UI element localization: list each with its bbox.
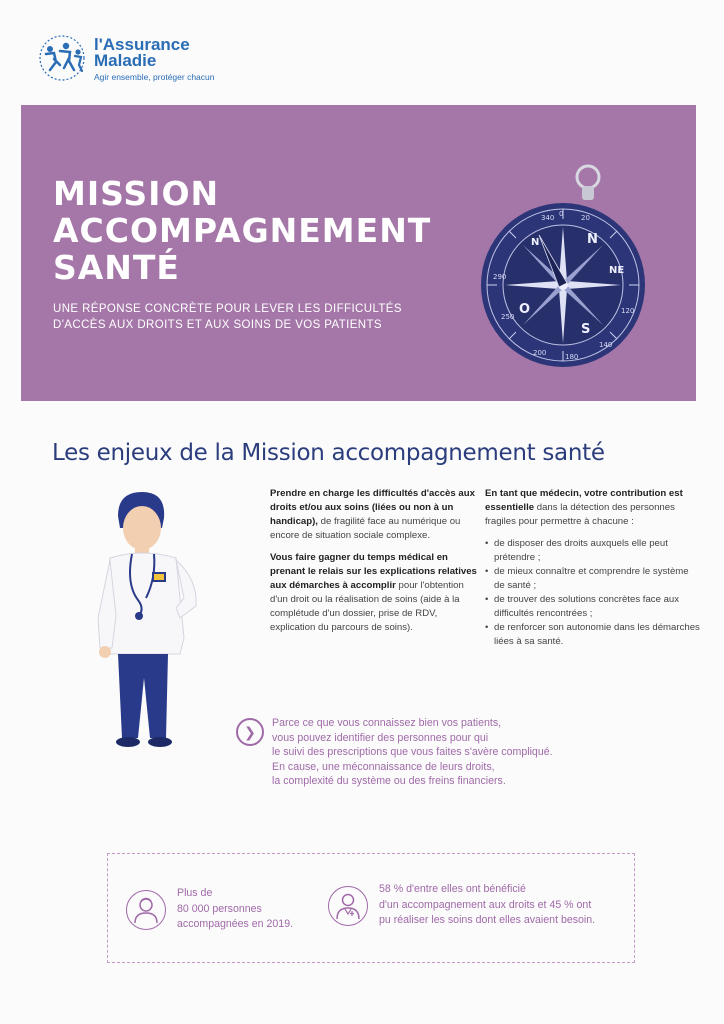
column-right <box>485 487 700 649</box>
stats-box <box>107 853 635 963</box>
paragraph-text: dans la détection des personnes fragiles pour permettre à chacune : <box>485 502 675 527</box>
assurance-maladie-logo <box>36 32 236 92</box>
hero-title-line: SANTÉ <box>53 248 180 287</box>
stat-line: accompagnées en 2019. <box>177 918 294 930</box>
list-item: • de mieux connaître et comprendre le système de santé ; <box>485 565 700 593</box>
chevron-right-icon: ❯ <box>236 718 264 746</box>
logo-line-2: Maladie <box>94 51 157 70</box>
bullet-list <box>485 537 700 649</box>
paragraph-bold: Vous faire gagner du temps médical en prenant le relais sur les explications relatives aux démarches à accomplir <box>270 552 477 591</box>
paragraph <box>270 551 480 635</box>
svg-text:140: 140 <box>599 341 613 349</box>
svg-text:O: O <box>519 302 531 317</box>
svg-text:N: N <box>587 232 598 247</box>
svg-text:120: 120 <box>621 307 635 315</box>
callout-line: En cause, une méconnaissance de leurs droits, <box>272 760 495 773</box>
svg-text:200: 200 <box>533 349 547 357</box>
list-item: • de renforcer son autonomie dans les démarches liées à sa santé. <box>485 621 700 649</box>
list-item: • de disposer des droits auxquels elle peut prétendre ; <box>485 537 700 565</box>
paragraph-text: de fragilité face au numérique ou encore de situation sociale complexe. <box>270 516 461 541</box>
stat-2 <box>379 882 595 929</box>
logo-figures-icon <box>36 32 88 84</box>
doctor-illustration-icon <box>96 488 206 750</box>
callout-line: la complexité du système ou des freins financiers. <box>272 775 506 787</box>
svg-text:340: 340 <box>541 214 555 222</box>
doctor-icon <box>328 886 368 926</box>
paragraph-bold: En tant que médecin, votre contribution est essentielle <box>485 488 683 513</box>
stat-line: pu réaliser les soins dont elles avaient besoin. <box>379 914 596 926</box>
paragraph-text: pour l'obtention d'un droit ou la réalisation de soins (aide à la complétude d'un dossier, prise de RDV, explication du parcours de soins). <box>270 580 464 633</box>
stat-line: 58 % d'entre elles ont bénéficié <box>379 883 526 895</box>
paragraph <box>270 487 480 543</box>
svg-text:S: S <box>581 322 591 337</box>
hero-title-line: ACCOMPAGNEMENT <box>53 211 432 250</box>
svg-text:290: 290 <box>493 273 507 281</box>
svg-text:250: 250 <box>501 313 515 321</box>
svg-text:NE: NE <box>609 265 625 276</box>
logo-tagline: Agir ensemble, protéger chacun <box>94 72 215 82</box>
svg-text:180: 180 <box>565 353 579 361</box>
hero-title <box>53 175 431 286</box>
callout-line: le suivi des prescriptions que vous faites s'avère compliqué. <box>272 746 553 758</box>
section-title: Les enjeux de la Mission accompagnement santé <box>52 440 605 466</box>
hero-subtitle-line: D'ACCÈS AUX DROITS ET AUX SOINS DE VOS PATIENTS <box>53 319 383 331</box>
column-left <box>270 487 480 643</box>
callout-line: vous pouvez identifier des personnes pour qui <box>272 731 489 744</box>
callout-text <box>272 716 632 789</box>
stat-1 <box>177 886 293 933</box>
hero-subtitle <box>53 301 402 333</box>
compass-icon <box>481 163 651 378</box>
svg-text:20: 20 <box>581 214 590 222</box>
list-item: • de trouver des solutions concrètes face aux difficultés rencontrées ; <box>485 593 700 621</box>
stat-line: d'un accompagnement aux droits et 45 % ont <box>379 898 592 911</box>
hero-title-line: MISSION <box>53 174 220 213</box>
person-icon <box>126 890 166 930</box>
hero-banner <box>21 105 696 401</box>
hero-subtitle-line: UNE RÉPONSE CONCRÈTE POUR LEVER LES DIFFICULTÉS <box>53 303 402 315</box>
svg-text:N: N <box>531 237 540 248</box>
paragraph-bold: Prendre en charge les difficultés d'accès aux droits et/ou aux soins (liées ou non à un handicap), <box>270 488 475 527</box>
callout-line: Parce ce que vous connaissez bien vos patients, <box>272 717 502 729</box>
svg-text:0: 0 <box>559 210 564 218</box>
paragraph <box>485 487 700 529</box>
stat-line: 80 000 personnes <box>177 902 262 915</box>
logo-line-1: l'Assurance <box>94 35 190 54</box>
stat-line: Plus de <box>177 887 213 899</box>
